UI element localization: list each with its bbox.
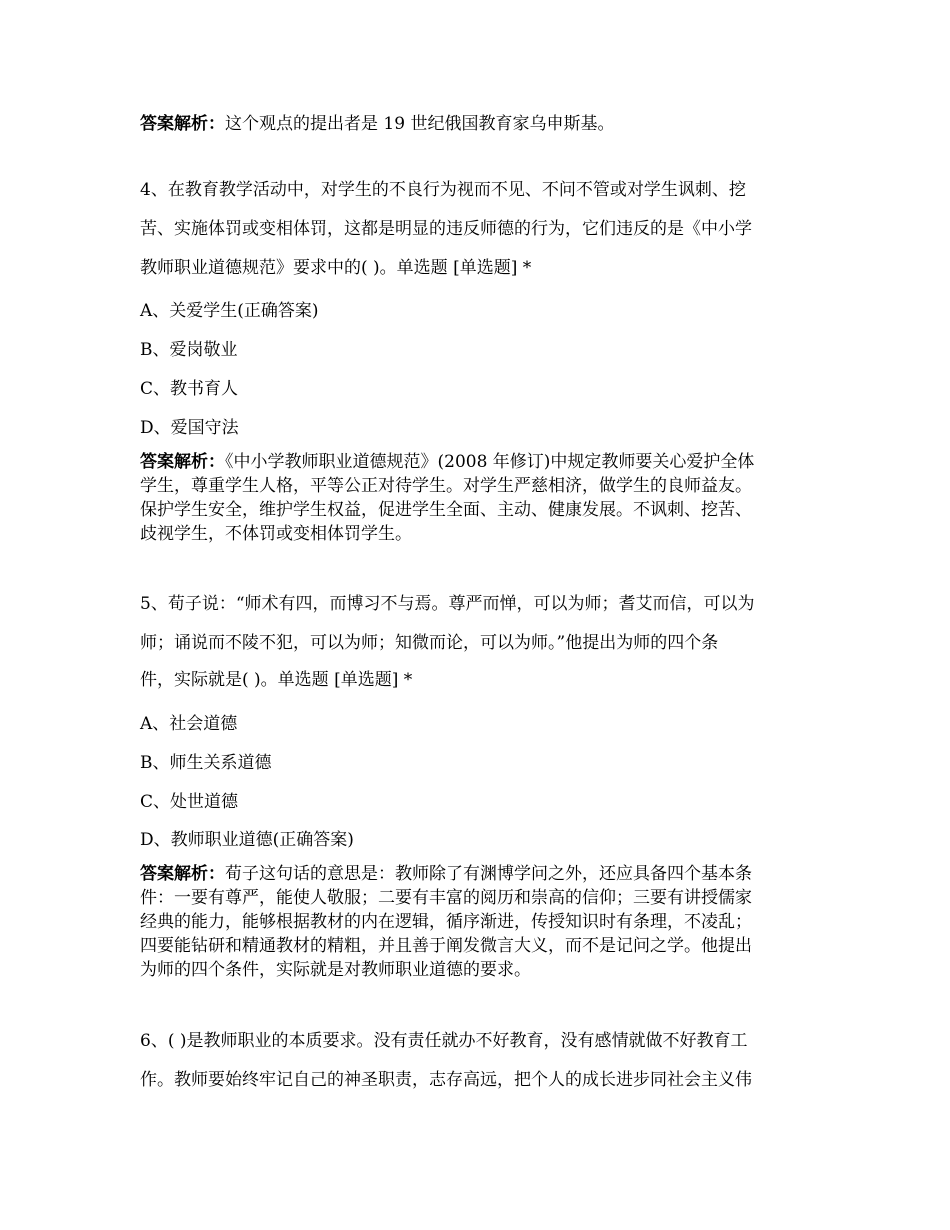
analysis-label: 答案解析：: [140, 864, 225, 884]
question-4-option-a: A、关爱学生(正确答案): [140, 301, 319, 321]
question-5-analysis-line-3: 经典的能力，能够根据教材的内在逻辑，循序渐进，传授知识时有条理，不凌乱；: [140, 912, 752, 932]
question-5-option-a: A、社会道德: [140, 714, 238, 734]
question-4-line-1: 4、在教育教学活动中，对学生的不良行为视而不见、不问不管或对学生讽刺、挖: [140, 180, 746, 200]
question-5-line-1: 5、荀子说：“师术有四，而博习不与焉。尊严而惮，可以为师；耆艾而信，可以为: [140, 594, 755, 614]
question-5-analysis-line-5: 为师的四个条件，实际就是对教师职业道德的要求。: [140, 960, 531, 980]
question-4-option-b: B、爱岗敬业: [140, 340, 238, 360]
question-5-analysis-line-4: 四要能钻研和精通教材的精粗，并且善于阐发微言大义，而不是记问之学。他提出: [140, 936, 752, 956]
analysis-text: 《中小学教师职业道德规范》(2008 年修订)中规定教师要关心爱护全体: [225, 452, 755, 472]
question-4-analysis-line-1: [140, 451, 754, 473]
question-5-line-3: 件，实际就是( )。单选题 [单选题] *: [140, 670, 413, 690]
analysis-text: 荀子这句话的意思是：教师除了有渊博学问之外，还应具备四个基本条: [225, 864, 752, 884]
question-5-analysis-line-2: 件：一要有尊严，能使人敬服；二要有丰富的阅历和崇高的信仰；三要有讲授儒家: [140, 888, 752, 908]
question-5-option-c: C、处世道德: [140, 792, 239, 812]
question-4-analysis-line-4: 歧视学生，不体罚或变相体罚学生。: [140, 524, 412, 544]
question-4-analysis-line-2: 学生，尊重学生人格，平等公正对待学生。对学生严慈相济，做学生的良师益友。: [140, 476, 752, 496]
analysis-label: 答案解析：: [140, 114, 225, 134]
question-6-line-1: 6、( )是教师职业的本质要求。没有责任就办不好教育，没有感情就做不好教育工: [140, 1031, 748, 1051]
question-4-analysis-line-3: 保护学生安全，维护学生权益，促进学生全面、主动、健康发展。不讽刺、挖苦、: [140, 500, 752, 520]
question-5-option-b: B、师生关系道德: [140, 753, 272, 773]
question-6-line-2: 作。教师要始终牢记自己的神圣职责，志存高远，把个人的成长进步同社会主义伟: [140, 1070, 752, 1090]
question-5-line-2: 师；诵说而不陵不犯，可以为师；知微而论，可以为师。”他提出为师的四个条: [140, 633, 719, 653]
analysis-label: 答案解析：: [140, 452, 225, 472]
question-5-option-d: D、教师职业道德(正确答案): [140, 830, 354, 850]
question-5-analysis-line-1: [140, 863, 752, 885]
question-4-line-3: 教师职业道德规范》要求中的( )。单选题 [单选题] *: [140, 258, 532, 278]
question-4-option-d: D、爱国守法: [140, 418, 239, 438]
analysis-paragraph: [140, 113, 614, 135]
question-4-option-c: C、教书育人: [140, 379, 239, 399]
question-4-line-2: 苦、实施体罚或变相体罚，这都是明显的违反师德的行为，它们违反的是《中小学: [140, 219, 752, 239]
analysis-text: 这个观点的提出者是 19 世纪俄国教育家乌申斯基。: [225, 114, 615, 134]
